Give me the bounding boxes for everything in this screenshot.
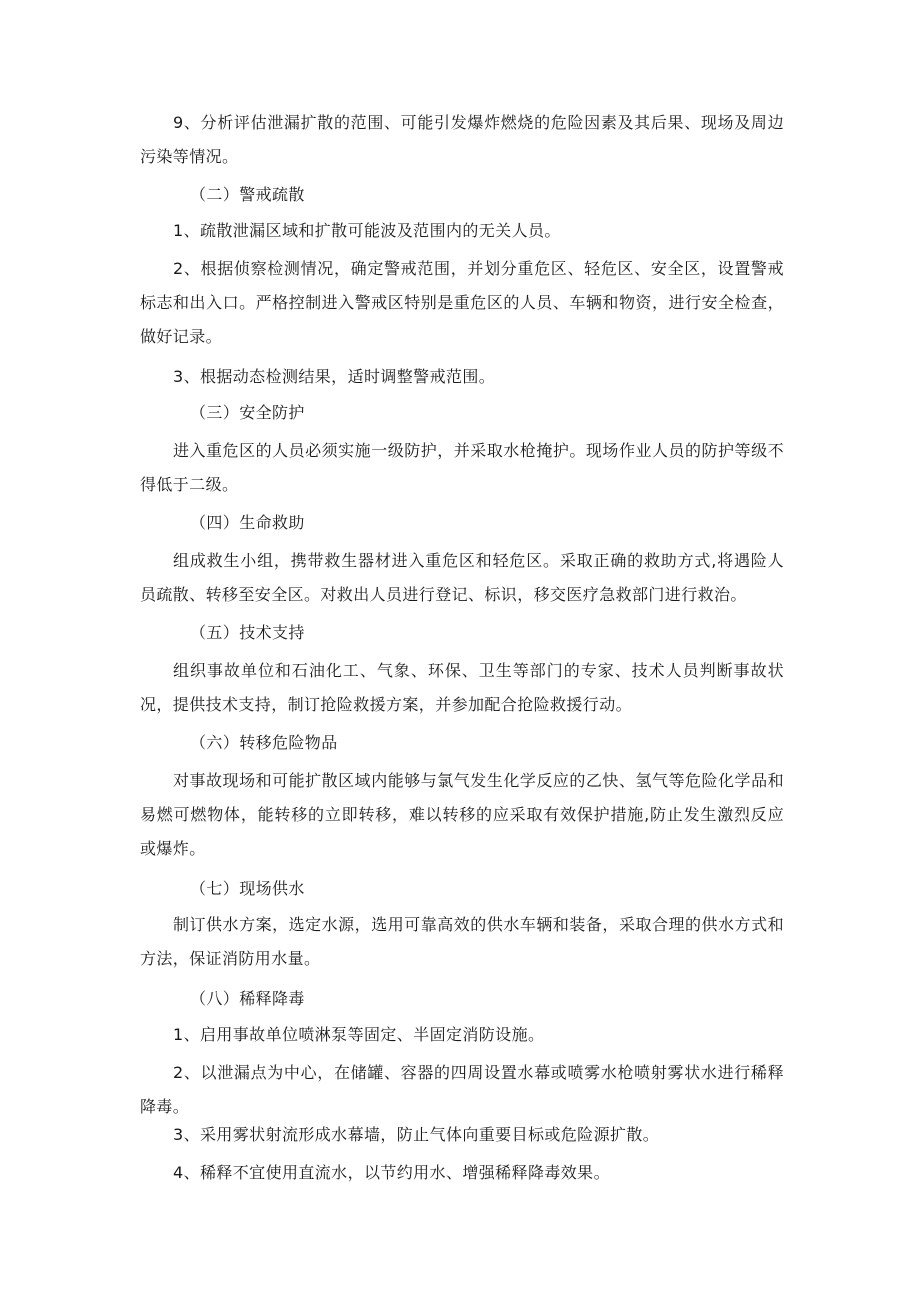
body-transfer-hazards: 对事故现场和可能扩散区域内能够与氯气发生化学反应的乙快、氢气等危险化学品和易燃可燃物体，能转移的立即转移，难以转移的应采取有效保护措施,防止发生激烈反应或爆炸。 — [140, 771, 784, 858]
body-life-rescue: 组成救生小组，携带救生器材进入重危区和轻危区。采取正确的救助方式,将遇险人员疏散、转移至安全区。对救出人员进行登记、标识，移交医疗急救部门进行救治。 — [140, 551, 784, 604]
section-heading-water-supply: （七）现场供水 — [190, 879, 305, 898]
section-heading-transfer-hazards: （六）转移危险物品 — [190, 733, 338, 752]
item-1-sprinkler: 1、启用事故单位喷淋泵等固定、半固定消防设施。 — [173, 1025, 545, 1044]
section-heading-safety-protection: （三）安全防护 — [190, 403, 305, 422]
section-heading-life-rescue: （四）生命救助 — [190, 513, 305, 532]
section-heading-cordon-evacuation: （二）警戒疏散 — [190, 185, 305, 204]
item-1-evacuate: 1、疏散泄漏区域和扩散可能波及范围内的无关人员。 — [173, 221, 561, 240]
section-heading-dilution: （八）稀释降毒 — [190, 989, 305, 1008]
item-2-water-curtain: 2、以泄漏点为中心，在储罐、容器的四周设置水幕或喷雾水枪喷射雾状水进行稀释降毒。 — [140, 1063, 784, 1116]
item-2-cordon-zones: 2、根据侦察检测情况，确定警戒范围，并划分重危区、轻危区、安全区，设置警戒标志和出入口。严格控制进入警戒区特别是重危区的人员、车辆和物资，进行安全检查，做好记录。 — [140, 259, 784, 346]
item-3-adjust-cordon: 3、根据动态检测结果，适时调整警戒范围。 — [173, 367, 496, 386]
body-water-supply: 制订供水方案，选定水源，选用可靠高效的供水车辆和装备，采取合理的供水方式和方法，保证消防用水量。 — [140, 915, 784, 968]
body-safety-protection: 进入重危区的人员必须实施一级防护，并采取水枪掩护。现场作业人员的防护等级不得低于二级。 — [140, 441, 784, 494]
item-4-no-direct-stream: 4、稀释不宜使用直流水，以节约用水、增强稀释降毒效果。 — [173, 1163, 610, 1182]
item-3-spray-wall: 3、采用雾状射流形成水幕墙，防止气体向重要目标或危险源扩散。 — [173, 1125, 660, 1144]
item-9-assess-leak: 9、分析评估泄漏扩散的范围、可能引发爆炸燃烧的危险因素及其后果、现场及周边污染等情况。 — [140, 113, 784, 166]
body-technical-support: 组织事故单位和石油化工、气象、环保、卫生等部门的专家、技术人员判断事故状况，提供技术支持，制订抢险救援方案，并参加配合抢险救援行动。 — [140, 661, 784, 714]
section-heading-technical-support: （五）技术支持 — [190, 623, 305, 642]
